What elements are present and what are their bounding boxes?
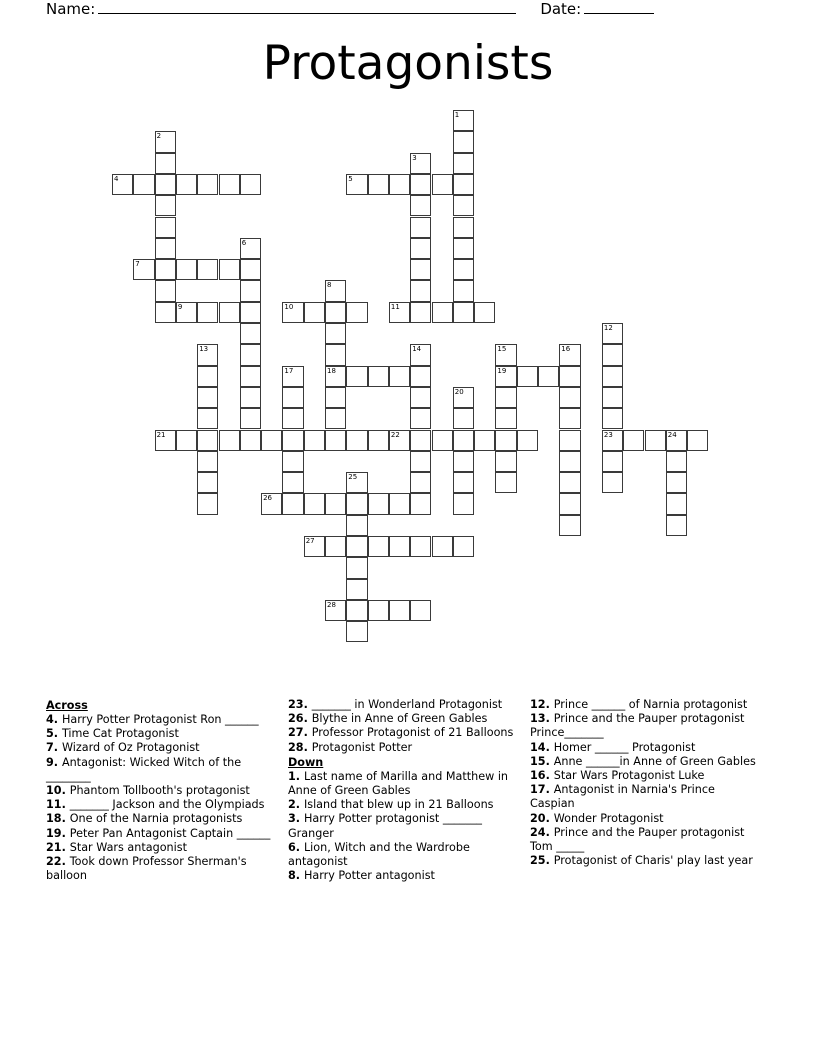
grid-cell[interactable] xyxy=(453,174,474,195)
clue-down-7 xyxy=(530,741,762,755)
clue-text: _______ in Wonderland Protagonist xyxy=(311,698,503,711)
clue-text: Harry Potter antagonist xyxy=(303,869,435,883)
grid-cell[interactable] xyxy=(197,451,218,472)
clue-text: Phantom Tollbooth's protagonist xyxy=(69,784,250,798)
clue-down-13 xyxy=(530,854,762,868)
grid-cell[interactable] xyxy=(432,536,453,557)
clue-text: Protagonist Potter xyxy=(311,740,413,754)
clue-text: Blythe in Anne of Green Gables xyxy=(311,712,488,726)
grid-cell[interactable] xyxy=(325,366,346,387)
grid-cell[interactable] xyxy=(219,174,240,195)
grid-cell[interactable] xyxy=(346,600,367,621)
clue-across-10 xyxy=(288,698,520,712)
clue-text: Prince and the Pauper protagonist Tom _____ xyxy=(530,825,745,854)
grid-cell[interactable] xyxy=(453,110,474,131)
clue-across-9 xyxy=(46,855,278,883)
grid-cell[interactable] xyxy=(325,323,346,344)
clue-text: Harry Potter protagonist _______ Granger xyxy=(288,812,483,840)
grid-cell[interactable] xyxy=(453,408,474,429)
grid-cell[interactable] xyxy=(517,366,538,387)
clue-text: Time Cat Protagonist xyxy=(61,727,179,741)
clue-text: Last name of Marilla and Matthew in Anne of Green Gables xyxy=(288,769,509,798)
grid-cell[interactable] xyxy=(197,493,218,514)
grid-cell[interactable] xyxy=(432,174,453,195)
grid-cell[interactable] xyxy=(410,366,431,387)
grid-cell-number: 20 xyxy=(454,387,464,396)
grid-cell[interactable] xyxy=(602,430,623,451)
grid-cell[interactable] xyxy=(410,302,431,323)
grid-cell[interactable] xyxy=(410,195,431,216)
clue-down-9 xyxy=(530,769,762,783)
clue-number: 28. xyxy=(288,740,312,754)
grid-cell[interactable] xyxy=(559,430,580,451)
clue-text: Lion, Witch and the Wardrobe antagonist xyxy=(288,840,470,869)
grid-cell-number: 15 xyxy=(497,345,507,354)
grid-cell-number: 14 xyxy=(412,345,422,354)
grid-cell[interactable] xyxy=(346,430,367,451)
clue-number: 2. xyxy=(288,798,304,812)
grid-cell-number: 16 xyxy=(561,345,571,354)
clue-down-2 xyxy=(288,812,520,840)
grid-cell[interactable] xyxy=(240,302,261,323)
grid-cell[interactable] xyxy=(240,430,261,451)
grid-cell[interactable] xyxy=(453,259,474,280)
clue-text: Anne ______in Anne of Green Gables xyxy=(553,754,756,768)
grid-cell[interactable] xyxy=(602,408,623,429)
grid-cell[interactable] xyxy=(261,430,282,451)
grid-cell[interactable] xyxy=(346,557,367,578)
grid-cell[interactable] xyxy=(666,430,687,451)
clue-number: 1. xyxy=(288,769,304,783)
grid-cell[interactable] xyxy=(453,472,474,493)
grid-cell[interactable] xyxy=(453,280,474,301)
grid-cell[interactable] xyxy=(282,366,303,387)
grid-cell[interactable] xyxy=(432,302,453,323)
clue-down-10 xyxy=(530,783,762,811)
grid-cell[interactable] xyxy=(389,493,410,514)
clue-text: Wizard of Oz Protagonist xyxy=(61,741,200,755)
grid-cell[interactable] xyxy=(133,259,154,280)
grid-cell[interactable] xyxy=(176,302,197,323)
clue-column-1 xyxy=(46,698,278,883)
clue-number: 23. xyxy=(288,698,312,711)
name-label: Name: xyxy=(46,0,96,18)
clue-across-12 xyxy=(288,726,520,740)
grid-cell[interactable] xyxy=(389,366,410,387)
grid-cell[interactable] xyxy=(666,515,687,536)
clue-text: Prince ______ of Narnia protagonist xyxy=(553,698,748,711)
clue-down-5 xyxy=(530,698,762,712)
grid-cell[interactable] xyxy=(410,387,431,408)
grid-cell[interactable] xyxy=(602,366,623,387)
grid-cell-number: 23 xyxy=(603,430,613,439)
grid-cell[interactable] xyxy=(410,174,431,195)
grid-cell[interactable] xyxy=(474,302,495,323)
grid-cell[interactable] xyxy=(453,387,474,408)
grid-cell[interactable] xyxy=(240,366,261,387)
grid-cell[interactable] xyxy=(495,472,516,493)
clue-down-0 xyxy=(288,770,520,798)
clue-text: Star Wars antagonist xyxy=(69,840,187,854)
grid-cell-number: 22 xyxy=(390,430,400,439)
clue-across-13 xyxy=(288,741,520,755)
grid-cell[interactable] xyxy=(410,472,431,493)
grid-cell[interactable] xyxy=(666,472,687,493)
grid-cell[interactable] xyxy=(346,174,367,195)
clues-section xyxy=(0,698,816,998)
grid-cell[interactable] xyxy=(389,600,410,621)
grid-cell[interactable] xyxy=(368,493,389,514)
grid-cell-number: 4 xyxy=(114,174,119,183)
grid-cell-number: 25 xyxy=(348,473,358,482)
grid-cell[interactable] xyxy=(623,430,644,451)
clue-number: 16. xyxy=(530,769,554,783)
grid-cell[interactable] xyxy=(495,387,516,408)
clue-text: Antagonist: Wicked Witch of the ________ xyxy=(46,755,242,783)
grid-cell-number: 2 xyxy=(156,132,162,141)
grid-cell[interactable] xyxy=(282,472,303,493)
grid-cell[interactable] xyxy=(282,430,303,451)
grid-cell[interactable] xyxy=(219,430,240,451)
grid-cell[interactable] xyxy=(325,344,346,365)
grid-cell[interactable] xyxy=(155,238,176,259)
grid-cell-number: 7 xyxy=(135,260,140,269)
clue-text: _______ Jackson and the Olympiads xyxy=(69,798,265,812)
grid-cell-number: 13 xyxy=(199,345,209,354)
clue-text: Harry Potter Protagonist Ron ______ xyxy=(61,713,259,726)
grid-cell[interactable] xyxy=(410,451,431,472)
clue-column-3 xyxy=(530,698,762,868)
grid-cell[interactable] xyxy=(304,302,325,323)
grid-cell[interactable] xyxy=(368,430,389,451)
grid-cell[interactable] xyxy=(155,302,176,323)
clue-number: 26. xyxy=(288,712,312,726)
clue-across-2 xyxy=(46,741,278,755)
grid-cell[interactable] xyxy=(517,430,538,451)
grid-cell[interactable] xyxy=(474,430,495,451)
clue-text: Star Wars Protagonist Luke xyxy=(553,769,705,783)
clue-number: 10. xyxy=(46,784,70,798)
grid-cell[interactable] xyxy=(155,153,176,174)
grid-cell[interactable] xyxy=(495,430,516,451)
grid-cell[interactable] xyxy=(453,302,474,323)
grid-cell[interactable] xyxy=(645,430,666,451)
clue-text: Wonder Protagonist xyxy=(553,811,664,825)
grid-cell[interactable] xyxy=(410,408,431,429)
grid-cell[interactable] xyxy=(325,387,346,408)
clue-number: 25. xyxy=(530,854,554,868)
grid-cell-number: 9 xyxy=(177,302,183,311)
grid-cell[interactable] xyxy=(346,302,367,323)
grid-cell[interactable] xyxy=(410,238,431,259)
grid-cell[interactable] xyxy=(155,217,176,238)
grid-cell[interactable] xyxy=(410,259,431,280)
grid-cell[interactable] xyxy=(453,217,474,238)
clue-number: 18. xyxy=(46,812,70,826)
grid-cell[interactable] xyxy=(602,472,623,493)
grid-cell[interactable] xyxy=(410,217,431,238)
clue-down-8 xyxy=(530,755,762,769)
clue-number: 9. xyxy=(46,755,62,769)
clue-number: 6. xyxy=(288,840,304,854)
grid-cell[interactable] xyxy=(304,430,325,451)
grid-cell-number: 1 xyxy=(454,111,460,119)
clue-down-4 xyxy=(288,869,520,883)
clue-down-6 xyxy=(530,712,762,740)
clue-across-5 xyxy=(46,798,278,812)
grid-cell[interactable] xyxy=(240,238,261,259)
grid-cell-number: 24 xyxy=(667,430,677,439)
grid-cell[interactable] xyxy=(410,430,431,451)
grid-cell[interactable] xyxy=(155,174,176,195)
grid-cell[interactable] xyxy=(453,536,474,557)
grid-cell[interactable] xyxy=(197,174,218,195)
grid-cell-number: 26 xyxy=(263,494,273,503)
clues-down-heading: Down xyxy=(288,755,324,769)
clue-text: Antagonist in Narnia's Prince Caspian xyxy=(530,783,715,811)
clue-number: 7. xyxy=(46,741,62,755)
grid-cell[interactable] xyxy=(602,344,623,365)
clue-number: 17. xyxy=(530,783,554,797)
grid-cell-number: 17 xyxy=(284,366,294,375)
grid-cell[interactable] xyxy=(176,430,197,451)
clue-text: Protagonist of Charis' play last year xyxy=(553,854,753,868)
grid-cell[interactable] xyxy=(410,536,431,557)
grid-cell[interactable] xyxy=(282,493,303,514)
grid-cell[interactable] xyxy=(325,536,346,557)
grid-cell[interactable] xyxy=(240,323,261,344)
grid-cell[interactable] xyxy=(155,280,176,301)
clue-number: 4. xyxy=(46,713,62,726)
clues-across-heading: Across xyxy=(46,699,88,712)
grid-cell[interactable] xyxy=(389,430,410,451)
grid-cell[interactable] xyxy=(389,302,410,323)
grid-cell[interactable] xyxy=(495,451,516,472)
grid-cell[interactable] xyxy=(410,153,431,174)
grid-cell[interactable] xyxy=(197,408,218,429)
grid-cell[interactable] xyxy=(453,131,474,152)
clue-number: 5. xyxy=(46,727,62,741)
grid-cell[interactable] xyxy=(346,515,367,536)
grid-cell[interactable] xyxy=(346,621,367,642)
grid-cell[interactable] xyxy=(410,280,431,301)
grid-cell-number: 3 xyxy=(412,153,417,162)
grid-cell[interactable] xyxy=(389,174,410,195)
grid-cell[interactable] xyxy=(304,493,325,514)
grid-cell[interactable] xyxy=(559,344,580,365)
clue-number: 19. xyxy=(46,826,70,840)
clue-across-1 xyxy=(46,727,278,741)
clue-number: 15. xyxy=(530,754,554,768)
grid-cell[interactable] xyxy=(410,493,431,514)
page-title: Protagonists xyxy=(262,36,554,91)
grid-cell[interactable] xyxy=(410,344,431,365)
grid-cell[interactable] xyxy=(453,195,474,216)
grid-cell[interactable] xyxy=(453,451,474,472)
clue-across-8 xyxy=(46,841,278,855)
grid-cell-number: 12 xyxy=(603,324,613,332)
grid-cell[interactable] xyxy=(282,302,303,323)
grid-cell[interactable] xyxy=(282,451,303,472)
grid-cell[interactable] xyxy=(197,366,218,387)
grid-cell[interactable] xyxy=(155,131,176,152)
clue-across-3 xyxy=(46,756,278,784)
grid-cell[interactable] xyxy=(261,493,282,514)
grid-cell[interactable] xyxy=(495,344,516,365)
clue-number: 13. xyxy=(530,712,554,726)
grid-cell[interactable] xyxy=(240,387,261,408)
grid-cell[interactable] xyxy=(368,600,389,621)
grid-cell[interactable] xyxy=(219,259,240,280)
grid-cell[interactable] xyxy=(240,280,261,301)
grid-cell[interactable] xyxy=(197,430,218,451)
grid-cell[interactable] xyxy=(538,366,559,387)
clue-number: 21. xyxy=(46,840,70,854)
grid-cell[interactable] xyxy=(687,430,708,451)
clue-down-11 xyxy=(530,812,762,826)
grid-cell[interactable] xyxy=(155,195,176,216)
grid-cell[interactable] xyxy=(197,387,218,408)
grid-cell[interactable] xyxy=(176,174,197,195)
grid-cell[interactable] xyxy=(368,366,389,387)
clue-across-7 xyxy=(46,827,278,841)
grid-cell[interactable] xyxy=(240,344,261,365)
grid-cell[interactable] xyxy=(495,366,516,387)
grid-cell-number: 11 xyxy=(390,302,400,311)
clue-text: Professor Protagonist of 21 Balloons xyxy=(311,726,514,740)
clue-across-0 xyxy=(46,713,278,727)
grid-cell[interactable] xyxy=(133,174,154,195)
grid-cell[interactable] xyxy=(666,451,687,472)
clue-number: 3. xyxy=(288,812,304,826)
clue-number: 14. xyxy=(530,740,554,754)
grid-cell[interactable] xyxy=(559,387,580,408)
grid-cell[interactable] xyxy=(559,451,580,472)
grid-cell-number: 10 xyxy=(284,302,294,311)
grid-cell[interactable] xyxy=(325,302,346,323)
grid-cell[interactable] xyxy=(240,259,261,280)
grid-cell[interactable] xyxy=(219,302,240,323)
clue-number: 22. xyxy=(46,855,70,869)
grid-cell[interactable] xyxy=(325,280,346,301)
clue-number: 27. xyxy=(288,726,312,740)
grid-cell[interactable] xyxy=(282,387,303,408)
grid-cell-number: 21 xyxy=(156,430,166,439)
date-label: Date: xyxy=(540,0,582,18)
grid-cell-number: 18 xyxy=(327,366,336,375)
clue-number: 24. xyxy=(530,825,554,839)
grid-cell[interactable] xyxy=(346,472,367,493)
clue-across-11 xyxy=(288,712,520,726)
grid-cell[interactable] xyxy=(559,472,580,493)
clue-down-12 xyxy=(530,826,762,854)
clue-across-4 xyxy=(46,784,278,798)
grid-cell[interactable] xyxy=(495,408,516,429)
clue-down-3 xyxy=(288,841,520,869)
grid-cell[interactable] xyxy=(559,408,580,429)
grid-cell[interactable] xyxy=(368,174,389,195)
clue-across-6 xyxy=(46,812,278,826)
clue-number: 8. xyxy=(288,869,304,883)
grid-cell[interactable] xyxy=(346,536,367,557)
clue-text: Took down Professor Sherman's balloon xyxy=(46,855,247,883)
clue-number: 12. xyxy=(530,698,554,711)
grid-cell-number: 8 xyxy=(327,281,332,290)
grid-cell[interactable] xyxy=(346,366,367,387)
grid-cell[interactable] xyxy=(432,430,453,451)
clue-text: Prince and the Pauper protagonist Prince_______ xyxy=(530,712,745,740)
grid-cell[interactable] xyxy=(559,366,580,387)
grid-cell[interactable] xyxy=(346,579,367,600)
grid-cell[interactable] xyxy=(325,493,346,514)
clue-number: 11. xyxy=(46,798,70,812)
grid-cell-number: 19 xyxy=(497,366,507,375)
grid-cell[interactable] xyxy=(197,472,218,493)
grid-cell[interactable] xyxy=(453,238,474,259)
grid-cell[interactable] xyxy=(410,600,431,621)
grid-cell[interactable] xyxy=(325,430,346,451)
grid-cell[interactable] xyxy=(453,430,474,451)
grid-cell[interactable] xyxy=(197,302,218,323)
grid-cell[interactable] xyxy=(176,259,197,280)
grid-cell[interactable] xyxy=(559,515,580,536)
grid-cell-number: 28 xyxy=(327,600,336,609)
clue-column-2 xyxy=(288,698,520,883)
grid-cell[interactable] xyxy=(666,493,687,514)
grid-cell[interactable] xyxy=(602,323,623,344)
grid-cell[interactable] xyxy=(346,493,367,514)
grid-cell[interactable] xyxy=(559,493,580,514)
grid-cell[interactable] xyxy=(197,344,218,365)
clue-text: One of the Narnia protagonists xyxy=(69,812,243,826)
clue-down-1 xyxy=(288,798,520,812)
clue-number: 20. xyxy=(530,811,554,825)
clue-text: Peter Pan Antagonist Captain ______ xyxy=(69,826,271,840)
grid-cell[interactable] xyxy=(453,153,474,174)
grid-cell[interactable] xyxy=(602,451,623,472)
grid-cell[interactable] xyxy=(155,430,176,451)
grid-cell-number: 6 xyxy=(241,238,247,247)
grid-cell[interactable] xyxy=(389,536,410,557)
grid-cell[interactable] xyxy=(304,536,325,557)
grid-cell-number: 27 xyxy=(305,537,315,545)
grid-cell[interactable] xyxy=(602,387,623,408)
grid-cell[interactable] xyxy=(112,174,133,195)
grid-cell[interactable] xyxy=(282,408,303,429)
grid-cell[interactable] xyxy=(453,493,474,514)
grid-cell[interactable] xyxy=(240,174,261,195)
grid-cell[interactable] xyxy=(240,408,261,429)
grid-cell[interactable] xyxy=(325,408,346,429)
grid-cell[interactable] xyxy=(368,536,389,557)
clue-text: Homer ______ Protagonist xyxy=(553,740,696,754)
grid-cell[interactable] xyxy=(155,259,176,280)
clue-text: Island that blew up in 21 Balloons xyxy=(303,798,494,812)
grid-cell-number: 5 xyxy=(348,174,353,183)
grid-cell[interactable] xyxy=(197,259,218,280)
grid-cell[interactable] xyxy=(325,600,346,621)
